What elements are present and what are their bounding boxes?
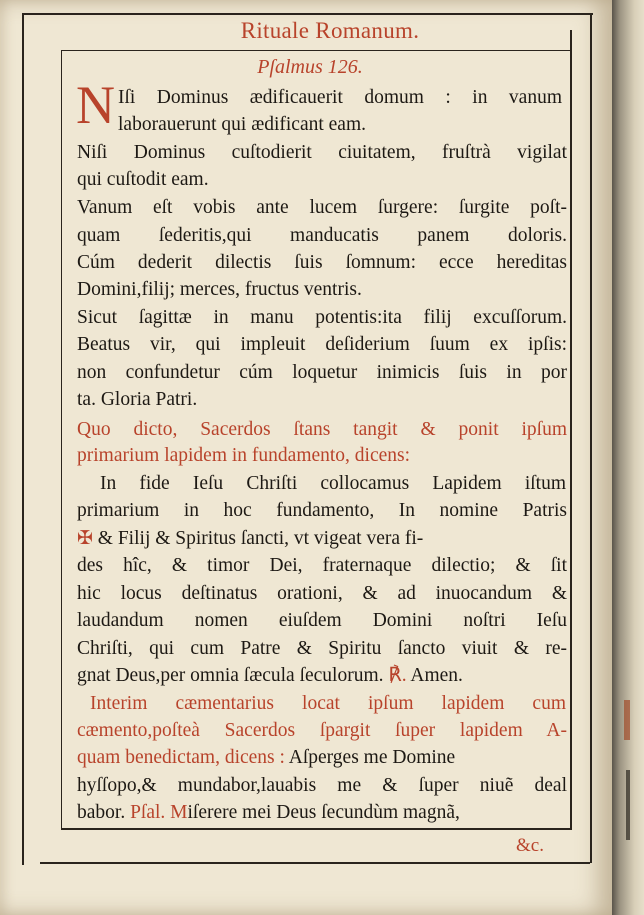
psalm-line: Cúm dederit dilectis ſuis ſomnum: ecce hereditas	[77, 252, 567, 273]
cross-icon: ✠	[77, 528, 93, 549]
prayer-line: laudandum nomen eiuſdem Domini noſtri Ieſu	[77, 610, 567, 631]
prayer-line: Chriſti, qui cum Patre & Spiritu ſancto viuit & re-	[77, 638, 567, 659]
psalm-line: Niſi Dominus cuſtodierit ciuitatem, fruſtrà vigilat	[77, 142, 567, 163]
drop-cap-initial: N	[76, 75, 115, 135]
prayer-line: primarium in hoc fundamento, In nomine Patris	[77, 500, 567, 521]
psalm-line: Iſi Dominus ædificauerit domum : in vanum	[118, 87, 562, 108]
psalm-line: Sicut ſagittæ in manu potentis:ita filij excuſſorum.	[77, 307, 567, 328]
amen: Amen.	[410, 665, 463, 686]
psalm-line: laborauerunt qui ædificant eam.	[118, 114, 366, 135]
adjacent-page-mark	[624, 700, 630, 740]
prayer-line: des hîc, & timor Dei, fraternaque dilectio; & ſit	[77, 555, 567, 576]
frame-left-inner-rule	[61, 50, 62, 830]
psalm-line: Vanum eſt vobis ante lucem ſurgere: ſurgite poſt-	[77, 197, 567, 218]
psalm-title: Pſalmus 126.	[257, 56, 363, 78]
prayer-line: In fide Ieſu Chriſti collocamus Lapidem iſtum	[100, 473, 566, 494]
prayer-line: & Filij & Spiritus ſancti, vt vigeat vera fi-	[97, 528, 424, 549]
response-mark: ℟.	[388, 665, 407, 686]
prayer-line: hic locus deſtinatus orationi, & ad inuocandum &	[77, 583, 567, 604]
psalm-line: Beatus vir, qui impleuit deſiderium ſuum ex ipſis:	[77, 334, 567, 355]
rubric-asperges-line	[77, 746, 567, 770]
asperges-end: babor.	[77, 802, 126, 823]
rubric-line: Quo dicto, Sacerdos ſtans tangit & ponit ipſum	[77, 419, 567, 440]
rubric-line: Interim cæmentarius locat ipſum lapidem cum	[90, 693, 566, 714]
rubric-line: primarium lapidem in fundamento, dicens:	[77, 445, 411, 466]
asperges-text: Aſperges me Domine	[288, 747, 456, 768]
asperges-line: hyſſopo,& mundabor,lauabis me & ſuper niuẽ deal	[77, 775, 567, 796]
prayer-line: gnat Deus,per omnia ſæcula ſeculorum.	[77, 665, 384, 686]
psalm-line: Domini,filij; merces, fructus ventris.	[77, 279, 362, 300]
frame-outer-bottom-rule	[40, 862, 590, 864]
frame-inner-top-rule	[62, 50, 571, 51]
psalm-reference-line	[77, 801, 567, 825]
rubric-line: cæmento,poſteà Sacerdos ſpargit ſuper lapidem A-	[77, 720, 567, 741]
psalm-line: ta. Gloria Patri.	[77, 389, 198, 410]
frame-left-outer-rule	[22, 13, 24, 865]
psalm-line: qui cuſtodit eam.	[77, 169, 209, 190]
psalm-initial: M	[170, 802, 188, 823]
prayer-line-crosses	[77, 527, 567, 551]
running-title: Rituale Romanum.	[240, 18, 420, 43]
adjacent-page-edge	[612, 0, 644, 915]
frame-right-outer-rule	[590, 13, 592, 863]
adjacent-page-mark	[626, 770, 630, 840]
prayer-final-line	[77, 664, 567, 688]
frame-bottom-rule	[62, 828, 571, 830]
frame-top-rule	[22, 13, 593, 15]
psalm-incipit: iſerere mei Deus ſecundùm magnã,	[187, 802, 460, 823]
psalm-line: quam ſederitis,qui manducatis panem doloris.	[77, 225, 567, 246]
rubric-line: quam benedictam, dicens :	[77, 747, 285, 768]
psalm-line: non confundetur cúm loquetur inimicis ſuis in por	[77, 362, 567, 383]
psalm-reference: Pſal.	[130, 802, 166, 823]
catchword: &c.	[516, 835, 544, 856]
frame-right-inner-rule	[570, 30, 572, 830]
